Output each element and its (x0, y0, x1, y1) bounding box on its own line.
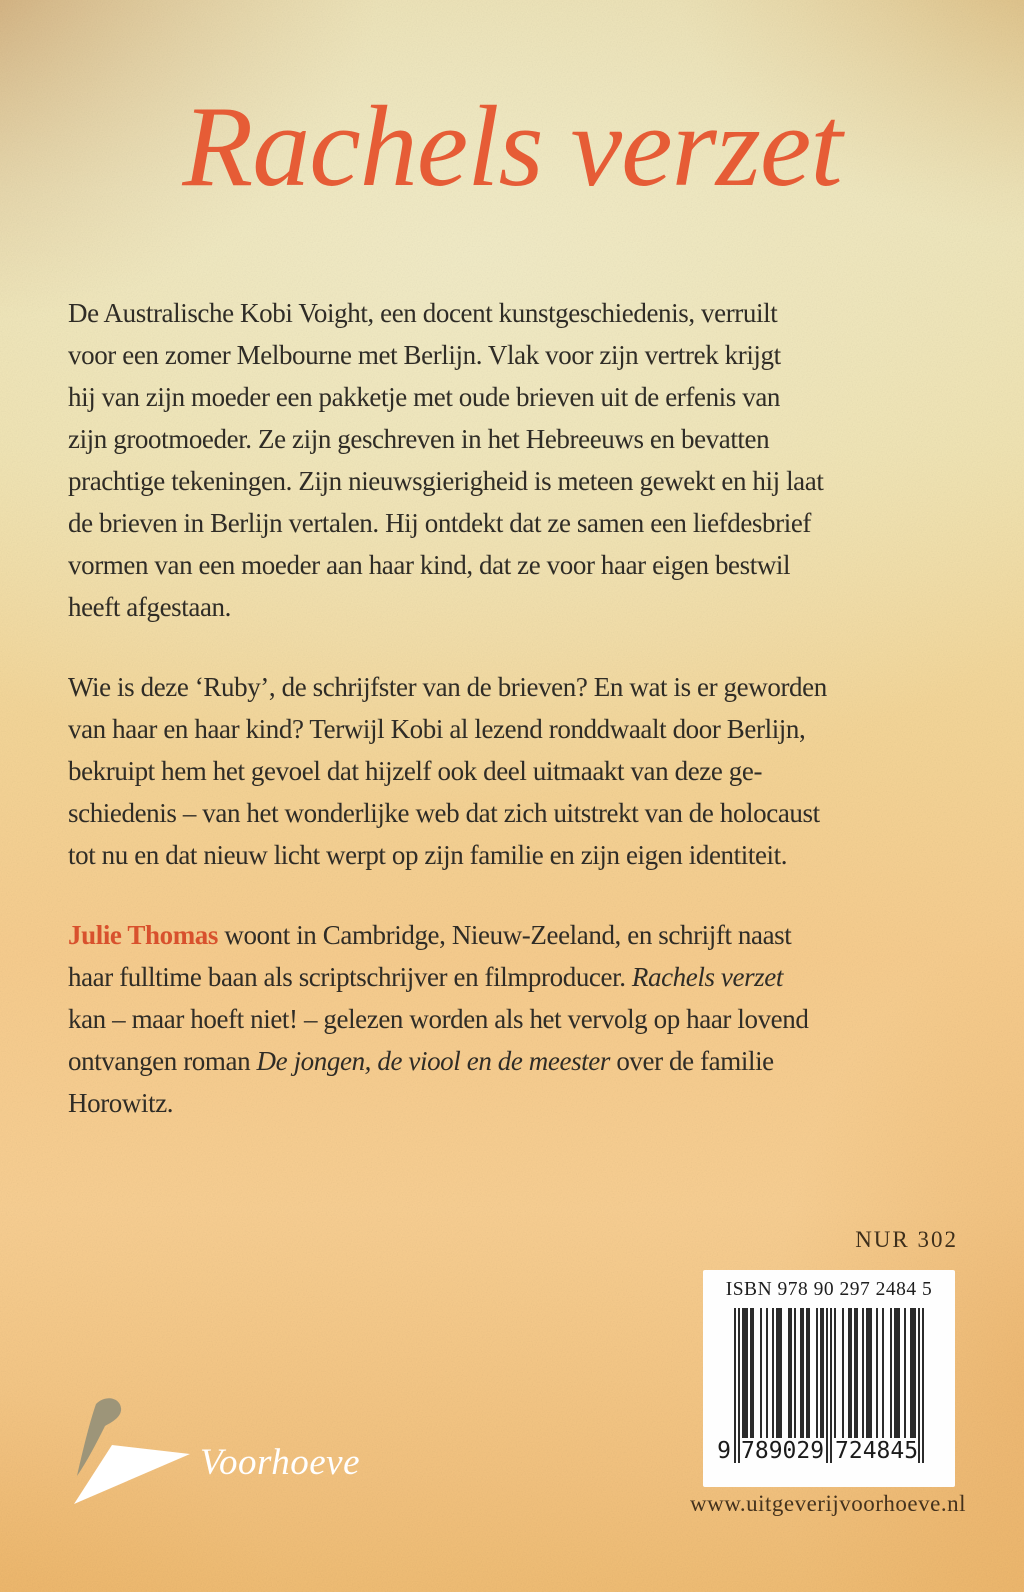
text-segment: bekruipt hem het gevoel dat hijzelf ook deel uitmaakt van deze ge- (68, 756, 763, 786)
quill-nib-shape (74, 1445, 190, 1504)
text-segment: kan – maar hoeft niet! – gelezen worden als het vervolg op haar lovend (68, 1004, 809, 1034)
blurb (68, 292, 948, 1162)
text-segment: Wie is deze ‘Ruby’, de schrijfster van de brieven? En wat is er geworden (68, 672, 827, 702)
text-line (68, 376, 948, 418)
text-segment: prachtige tekeningen. Zijn nieuwsgierigheid is meteen gewekt en hij laat (68, 466, 824, 496)
text-line (68, 750, 948, 792)
text-segment: vormen van een moeder aan haar kind, dat ze voor haar eigen bestwil (68, 550, 791, 580)
text-segment: de brieven in Berlijn vertalen. Hij ontdekt dat ze samen een liefdesbrief (68, 508, 812, 538)
publisher-logo (62, 1392, 442, 1522)
text-segment: voor een zomer Melbourne met Berlijn. Vlak voor zijn vertrek krijgt (68, 340, 781, 370)
text-segment: over de familie (609, 1046, 774, 1076)
blurb-paragraph (68, 292, 948, 628)
text-segment: schiedenis – van het wonderlijke web dat zich uitstrekt van de holocaust (68, 798, 820, 828)
text-segment: heeft afgestaan. (68, 592, 231, 622)
nur-label: NUR 302 (855, 1227, 958, 1252)
text-line (68, 998, 948, 1040)
text-line (68, 1040, 948, 1082)
text-line (68, 1082, 948, 1124)
text-line (68, 834, 948, 876)
text-line (68, 502, 948, 544)
text-segment: van haar en haar kind? Terwijl Kobi al lezend ronddwaalt door Berlijn, (68, 714, 806, 744)
book-title: Rachels verzet (182, 83, 842, 211)
text-segment: De jongen, de viool en de meester (256, 1046, 610, 1076)
text-segment: De Australische Kobi Voight, een docent kunstgeschiedenis, verruilt (68, 298, 778, 328)
blurb-paragraph (68, 914, 948, 1124)
isbn-box (703, 1270, 955, 1487)
barcode (717, 1308, 924, 1466)
text-line (68, 708, 948, 750)
quill-icon (62, 1392, 192, 1514)
barcode-module (922, 1308, 924, 1463)
text-line (68, 544, 948, 586)
text-line (68, 460, 948, 502)
blurb-paragraph (68, 666, 948, 876)
text-line (68, 956, 948, 998)
text-segment: Julie Thomas (68, 920, 218, 950)
barcode-digit-left: 789029 (741, 1438, 825, 1464)
text-segment: ontvangen roman (68, 1046, 257, 1076)
text-segment: zijn grootmoeder. Ze zijn geschreven in het Hebreeuws en bevatten (68, 424, 770, 454)
text-line (68, 418, 948, 460)
text-segment: hij van zijn moeder een pakketje met oude brieven uit de erfenis van (68, 382, 781, 412)
text-line (68, 914, 948, 956)
publisher-website: www.uitgeverijvoorhoeve.nl (690, 1491, 966, 1516)
text-line (68, 792, 948, 834)
text-line (68, 334, 948, 376)
text-segment: Rachels verzet (631, 962, 783, 992)
text-line (68, 586, 948, 628)
text-segment: tot nu en dat nieuw licht werpt op zijn familie en zijn eigen identiteit. (68, 840, 788, 870)
isbn-label: ISBN 978 90 297 2484 5 (725, 1279, 933, 1300)
barcode-digit-right: 724845 (835, 1438, 919, 1464)
publisher-name: Voorhoeve (200, 1442, 360, 1483)
text-line (68, 666, 948, 708)
text-line (68, 292, 948, 334)
text-segment: Horowitz. (68, 1088, 174, 1118)
barcode-digit-lead: 9 (711, 1439, 731, 1463)
text-segment: woont in Cambridge, Nieuw-Zeeland, en schrijft naast (218, 920, 792, 950)
text-segment: haar fulltime baan als scriptschrijver en filmproducer. (68, 962, 632, 992)
